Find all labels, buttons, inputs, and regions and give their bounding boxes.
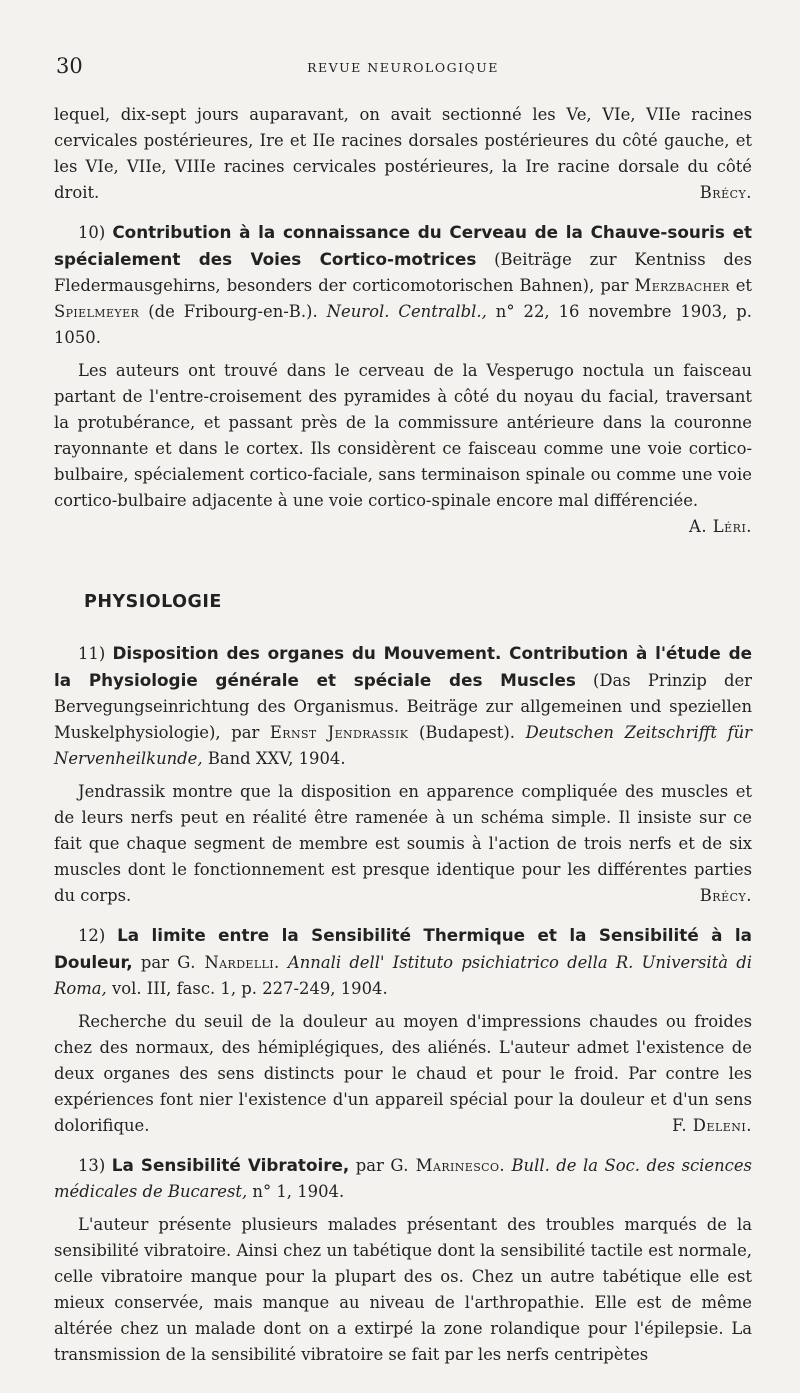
entry-12-author: G. Nardelli. [177, 953, 280, 972]
page-number: 30 [56, 54, 83, 78]
carry-over-text: lequel, dix-sept jours auparavant, on avait sectionné les Ve, VIe, VIIe racines cervicales postérieures, Ire et IIe racines dorsales postérieures du côté gauche, et les VIe, VIIe, VIIIe racines cervicales postérieures, la Ire racine dorsale du côté droit. [54, 105, 752, 202]
abstract-entry-13 [54, 1152, 752, 1368]
entry-12-body: Recherche du seuil de la douleur au moyen d'impressions chaudes ou froides chez des normaux, des hémiplégiques, des aliénés. L'auteur admet l'existence de deux organes des sens distincts pour le chaud et pour le froid. Par contre les expériences font nier l'existence d'un appareil spécial pour la douleur et d'un sens dolorifique. [54, 1012, 752, 1135]
entry-10-citation [54, 219, 752, 351]
section-heading: PHYSIOLOGIE [84, 592, 222, 612]
entry-13-number: 13) [78, 1156, 106, 1175]
page-header [54, 52, 752, 82]
signature-deleni: F. Deleni. [672, 1116, 752, 1135]
entry-10-title: Contribution à la connaissance du Cerveau de la Chauve-souris et spécialement des Voies Cortico-motrices [54, 222, 752, 269]
abstract-entry-11 [54, 640, 752, 909]
signature-leri: A. Léri. [688, 517, 752, 536]
page-body [54, 102, 752, 1368]
entry-13-abstract [54, 1212, 752, 1368]
entry-13-author: G. Marinesco. [390, 1156, 505, 1175]
entry-12-title: La limite entre la Sensibilité Thermique et la Sensibilité à la Douleur, [54, 925, 752, 972]
entry-10-number: 10) [78, 223, 106, 242]
entry-10-author-2: Spielmeyer [54, 302, 140, 321]
entry-13-citation [54, 1152, 752, 1205]
abstract-entry-10 [54, 219, 752, 540]
entry-10-ref-2: (de Fribourg-en-B.). [148, 302, 318, 321]
entry-10-ref-3: n° 22, 16 novembre 1903, p. 1050. [54, 302, 752, 347]
entry-10-ref-and: et [735, 276, 752, 295]
entry-11-ref-1: (Das Prinzip der Bervegungseinrichtung des Organismus. Beiträge zur allgemeinen und speziellen Muskelphysiologie), par [54, 671, 752, 742]
entry-11-journal: Deutschen Zeitschrifft für Nervenheilkunde, [54, 723, 752, 768]
entry-12-ref-1: par [140, 953, 170, 972]
entry-11-abstract [54, 779, 752, 909]
carry-over-paragraph [54, 102, 752, 206]
entry-12-number: 12) [78, 926, 106, 945]
entry-12-abstract [54, 1009, 752, 1139]
signature-brecy-2: Brécy. [699, 886, 752, 905]
entry-11-author: Ernst Jendrassik [269, 723, 409, 742]
abstract-entry-12 [54, 922, 752, 1139]
entry-13-ref-1: par [355, 1156, 384, 1175]
entry-13-title: La Sensibilité Vibratoire, [111, 1155, 350, 1175]
entry-11-number: 11) [78, 644, 106, 663]
entry-13-journal: Bull. de la Soc. des sciences médicales de Bucarest, [54, 1156, 752, 1201]
entry-10-author-1: Merzbacher [634, 276, 730, 295]
running-head: REVUE NEUROLOGIQUE [307, 60, 499, 75]
entry-10-journal: Neurol. Centralbl., [326, 302, 487, 321]
entry-11-ref-3: Band XXV, 1904. [207, 749, 346, 768]
entry-11-citation [54, 640, 752, 772]
entry-11-body: Jendrassik montre que la disposition en apparence compliquée des muscles et de leurs nerfs peut en réalité être ramenée à un schéma simple. Il insiste sur ce fait que chaque segment de membre est soumis à l'action de trois nerfs et de six muscles dont le fonctionnement est presque identique pour les différentes parties du corps. [54, 782, 752, 905]
entry-11-title: Disposition des organes du Mouvement. Contribution à l'étude de la Physiologie générale et spéciale des Muscles [54, 643, 752, 690]
entry-10-abstract [54, 358, 752, 540]
entry-12-journal: Annali dell' Istituto psichiatrico della R. Università di Roma, [54, 953, 753, 998]
signature-brecy-1: Brécy. [699, 183, 752, 202]
entry-12-citation [54, 922, 752, 1002]
entry-12-ref-2: vol. III, fasc. 1, p. 227-249, 1904. [111, 979, 388, 998]
entry-11-ref-2: (Budapest). [418, 723, 515, 742]
entry-10-body: Les auteurs ont trouvé dans le cerveau de la Vesperugo noctula un faisceau partant de l'entre-croisement des pyramides à côté du noyau du facial, traversant la protubérance, et passant près de la commissure antérieure dans la couronne rayonnante et dans le cortex. Ils considèrent ce faisceau comme une voie cortico-bulbaire, spécialement cortico-faciale, sans terminaison spinale ou comme une voie cortico-bulbaire adjacente à une voie cortico-spinale encore mal différenciée. [54, 361, 752, 510]
entry-13-ref-2: n° 1, 1904. [252, 1182, 345, 1201]
entry-13-body: L'auteur présente plusieurs malades présentant des troubles marqués de la sensibilité vibratoire. Ainsi chez un tabétique dont la sensibilité tactile est normale, celle vibratoire manque pour la plupart des os. Chez un autre tabétique elle est mieux conservée, mais manque au niveau de l'arthropathie. Elle est de même altérée chez un malade dont on a extirpé la zone rolandique pour l'épilepsie. La transmission de la sensibilité vibratoire se fait par les nerfs centripètes [54, 1215, 752, 1364]
entry-10-ref-1: (Beiträge zur Kentniss des Fledermausgehirns, besonders der corticomotorischen Bahnen), par [54, 250, 752, 295]
